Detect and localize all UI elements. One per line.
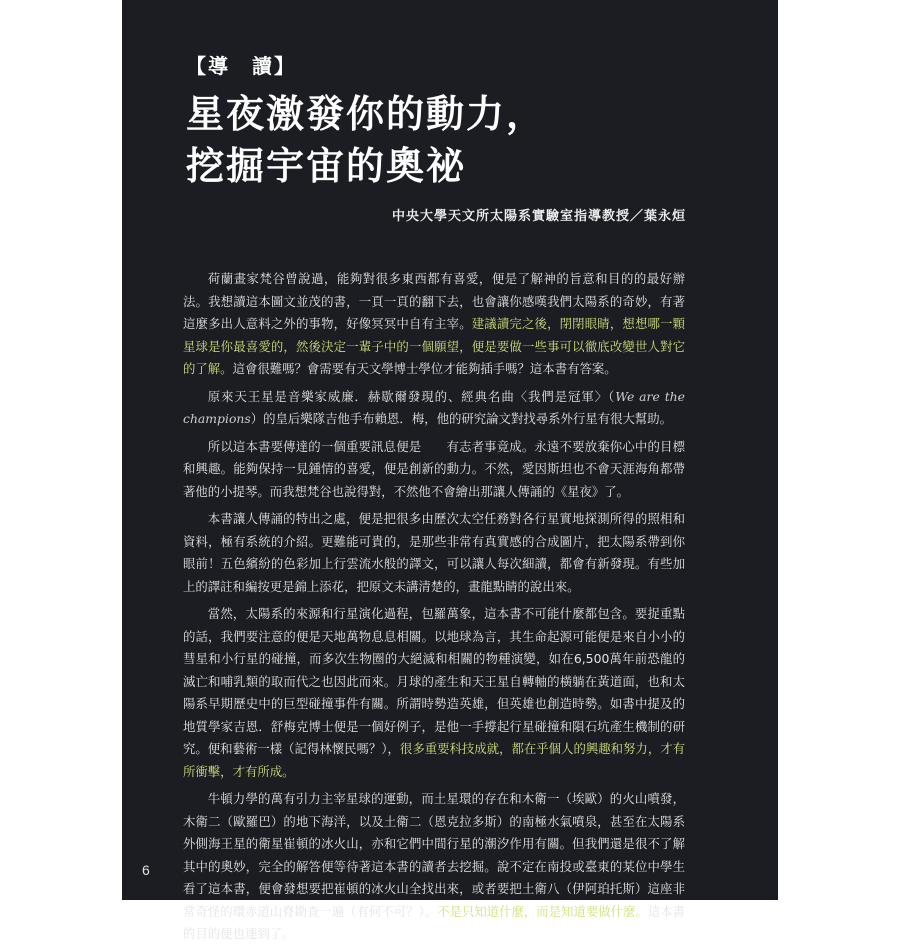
title-line-2: 挖掘宇宙的奧祕 — [186, 144, 467, 188]
text-segment: 荷蘭畫家梵谷曾說過，能夠對很多東西都有喜愛，便是了解神的旨意和目的的最好辦法。我想讀這本圖文並茂的書，一頁一頁的翻下去，也會讓你感嘆我們太陽系的奇妙，有著這麼多出人意料之外的事物，好像冥冥中自有主宰。 — [183, 271, 685, 331]
author-credit: 中央大學天文所太陽系實驗室指導教授／葉永烜 — [391, 209, 686, 224]
highlighted-text: 很多重要科技成就，都在乎個人的興趣和努力，才有所衝擊，才有所成。 — [183, 741, 686, 779]
text-segment: 這本書的目的便也達到了。 — [183, 903, 685, 941]
paragraph — [183, 508, 685, 598]
page-title — [186, 88, 546, 192]
text-segment: 牛頓力學的萬有引力主宰星球的運動，而土星環的存在和木衛一（埃歐）的火山噴發，木衛二（歐羅巴）的地下海洋，以及土衛二（恩克拉多斯）的南極水氣噴泉，甚至在太陽系外側海王星的衛星崔頓的冰火山，亦和它們中間行星的潮汐作用有關。但我們還是很不了解其中的奧妙，完全的解答便等待著這本書的讀者去挖掘。說不定在南投或臺東的某位中學生看了這本書，便會發想要把崔頓的冰火山全找出來，或者要把土衛八（伊阿珀托斯）這座非常奇怪的環赤道山脊勘查一遍（有何不可？）。 — [183, 791, 685, 919]
highlighted-text: 不是只知道什麼，而是知道要做什麼。 — [437, 903, 648, 919]
title-line-1: 星夜激發你的動力， — [186, 92, 547, 136]
paragraph — [183, 603, 685, 783]
article-body — [183, 268, 685, 951]
paragraph — [183, 268, 685, 381]
paragraph — [183, 788, 685, 946]
highlighted-text: 建議讀完之後，閉閉眼睛，想想哪一顆星球是你最喜愛的，然後決定一輩子中的一個願望，便是要做一些事可以徹底改變世人對它的了解。 — [183, 316, 686, 376]
song-title-latin: We are the champions — [183, 388, 685, 426]
paragraph — [183, 436, 685, 504]
text-segment: 所以這本書要傳達的一個重要訊息便是 有志者事竟成。永遠不要放棄你心中的目標和興趣。能夠保持一見鍾情的喜愛，便是創新的動力。不然，愛因斯坦也不會天涯海角都帶著他的小提琴。而我想梵谷也說得對，不然他不會繪出那讓人傳誦的《星夜》了。 — [183, 438, 685, 499]
text-segment: 這會很難嗎？會需要有天文學博士學位才能夠插手嗎？這本書有答案。 — [232, 361, 617, 376]
text-segment: 當然，太陽系的來源和行星演化過程，包羅萬象，這本書不可能什麼都包含。要捉重點的話，我們要注意的便是天地萬物息息相關。以地球為言，其生命起源可能便是來自小小的彗星和小行星的碰撞，而多次生物圈的大絕滅和相關的物種演變，如在6,500萬年前恐龍的滅亡和哺乳類的取而代之也因此而來。月球的產生和天王星自轉軸的橫躺在黃道面，也和太陽系早期歷史中的巨型碰撞事件有關。所謂時勢造英雄，但英雄也創造時勢。如書中提及的地質學家吉恩．舒梅克博士便是一個好例子，是他一手撐起行星碰撞和隕石坑產生機制的研究。便和藝術一樣（記得林懷民嗎？）， — [183, 606, 685, 756]
text-segment: 原來天王星是音樂家威廉．赫歇爾發現的、經典名曲〈我們是冠軍〉（ — [207, 388, 616, 404]
text-segment: ）的皇后樂隊吉他手布賴恩．梅，他的研究論文對找尋系外行星有很大幫助。 — [250, 411, 673, 426]
text-segment: 本書讓人傳誦的特出之處，便是把很多由歷次太空任務對各行星實地探測所得的照相和資料，極有系統的介紹。更難能可貴的，是那些非常有真實感的合成圖片，把太陽系帶到你眼前！五色繽紛的色彩加上行雲流水般的譯文，可以讓人每次細讀，都會有新發現。有些加上的譯註和編按更是錦上添花，把原文未講清楚的，畫龍點睛的說出來。 — [183, 511, 685, 594]
book-page — [122, 0, 778, 941]
section-label: 【導 讀】 — [186, 54, 296, 78]
paragraph — [183, 386, 685, 431]
page-number: 6 — [142, 862, 150, 878]
